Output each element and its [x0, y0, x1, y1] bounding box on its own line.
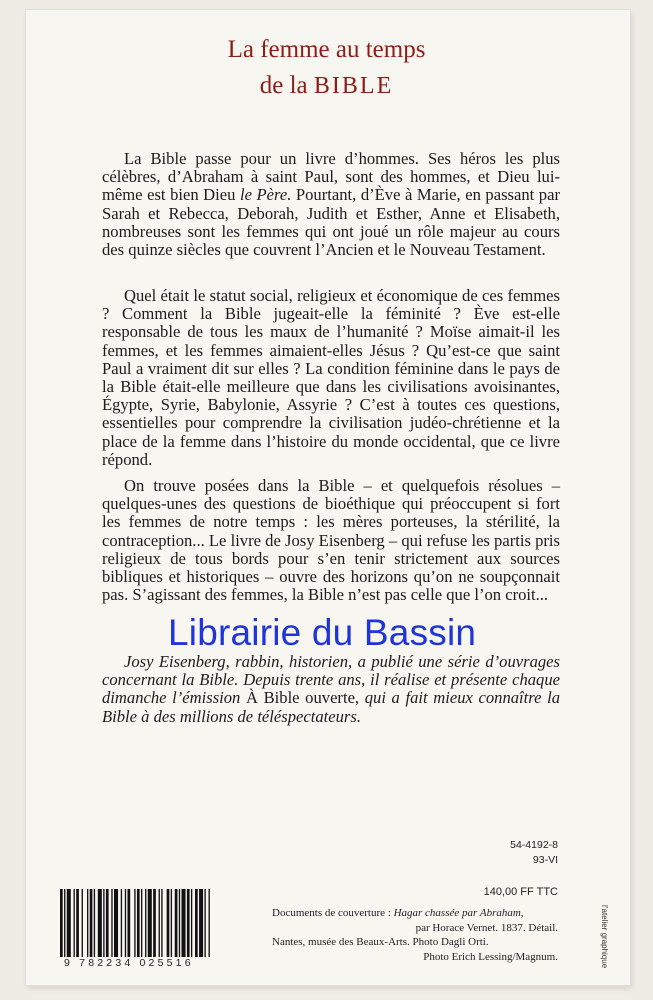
p1-text-b: Pourtant, d’Ève à Marie, en passant par Sarah et Rebecca, Deborah, Judith et Esther, Anne et Elisabeth, nombreuses sont les femmes qui ont joué un rôle majeur au cours des quinze siècles que couvrent l’Ancien et le Nouveau Testament.: [102, 185, 560, 260]
barcode-bar: [111, 889, 112, 957]
bookstore-watermark: Librairie du Bassin: [168, 612, 477, 653]
barcode-bar: [145, 889, 146, 957]
barcode-bar: [187, 889, 190, 957]
barcode-number: 9 782234 025516: [64, 957, 194, 969]
credits-prefix: Documents de couverture :: [272, 907, 394, 919]
edition-code: 93-VI: [532, 854, 558, 866]
bio-text-c: qui a fait mieux connaître la Bible à des millions de téléspectateurs.: [102, 688, 560, 726]
barcode-graphic: [58, 889, 270, 957]
barcode-bar: [60, 889, 63, 957]
credits-line-1: [272, 906, 558, 921]
barcode-bar: [82, 889, 83, 957]
barcode-bar: [209, 889, 210, 957]
p1-text-a: La Bible passe pour un livre d’hommes. Ses héros les plus célèbres, d’Abraham à saint Paul, sont des hommes, et Dieu lui-même est bien Dieu: [102, 149, 560, 205]
title-bible-word: BIBLE: [313, 73, 394, 99]
barcode-bar: [191, 889, 192, 957]
barcode-bar: [153, 889, 156, 957]
bio-text-a: Josy Eisenberg, rabbin, historien, a publié une série d’ouvrages concernant la Bible. Depuis trente ans, il réalise et présente chaque dimanche l’émission: [102, 652, 560, 708]
barcode-bar: [128, 889, 131, 957]
book-title-line-2: [0, 70, 653, 102]
barcode-bar: [171, 889, 172, 957]
p2-text: Quel était le statut social, religieux et économique de ces femmes ? Comment la Bible jugeait-elle la féminité ? Ève est-elle responsable de tous les maux de l’humanité ? Moïse aimait-il les femmes, et les femmes aimaient-elles Jésus ? Qu’est-ce que saint Paul a vraiment dit sur elles ? La condition féminine dans le pays de la Bible était-elle meilleure que dans les civilisations avoisinantes, Égypte, Syrie, Babylonie, Assyrie ? C’est à toutes ces questions, essentielles pour comprendre la civilisation judéo-chrétienne et la place de la femme dans l’histoire du monde occidental, que ce livre répond.: [102, 286, 560, 469]
p1-emphasis: le Père.: [239, 185, 292, 205]
barcode-bar: [159, 889, 160, 957]
credits-line-2: par Horace Vernet. 1837. Détail.: [415, 921, 558, 934]
atelier-graphique-credit: l’atelier graphique: [600, 905, 609, 969]
barcode-bar: [74, 889, 75, 957]
barcode-bar: [67, 889, 71, 957]
blurb-paragraph-2: [102, 287, 560, 469]
barcode-bar: [204, 889, 205, 957]
barcode-bar: [161, 889, 162, 957]
title-text-1: La femme au temps: [227, 36, 426, 63]
barcode-bar: [114, 889, 118, 957]
barcode-bar: [199, 889, 203, 957]
author-bio: [102, 653, 560, 726]
barcode-bar: [87, 889, 88, 957]
barcode-bar: [106, 889, 109, 957]
barcode-bar: [90, 889, 93, 957]
barcode-bar: [182, 889, 186, 957]
p3-text: On trouve posées dans la Bible – et quelquefois résolues – quelques-unes des questions de bioéthique qui préoccupent si fort les femmes de notre temps : les mères porteuses, la stérilité, la contraception... Le livre de Josy Eisenberg – qui refuse les partis pris religieux de tous bords pour s’en tenir strictement aux sources bibliques et historiques – ouvre des horizons qu’on ne soupçonnait pas. S’agissant des femmes, la Bible n’est pas celle que l’on croit...: [102, 476, 560, 605]
blurb-paragraph-3: [102, 477, 560, 604]
barcode-bar: [125, 889, 126, 957]
bio-show-title: À Bible ouverte,: [245, 688, 360, 708]
barcode-bar: [94, 889, 95, 957]
isbn-code: 54-4192-8: [510, 839, 558, 851]
barcode-bar: [134, 889, 135, 957]
blurb-paragraph-1: [102, 150, 560, 259]
barcode-bar: [175, 889, 178, 957]
credits-artwork-title: Hagar chassée par Abraham,: [393, 907, 524, 919]
book-title-line-1: [0, 34, 653, 65]
barcode-bar: [64, 889, 65, 957]
barcode-bar: [76, 889, 79, 957]
barcode-bar: [167, 889, 170, 957]
barcode-bar: [103, 889, 104, 957]
barcode-bar: [137, 889, 140, 957]
barcode-bar: [179, 889, 180, 957]
barcode-bar: [148, 889, 152, 957]
cover-credits: [272, 906, 558, 964]
barcode-bar: [121, 889, 122, 957]
barcode-bar: [141, 889, 142, 957]
title-prefix: de la: [259, 72, 308, 99]
credits-line-3: Nantes, musée des Beaux-Arts. Photo Dagli Orti.: [272, 936, 489, 949]
credits-line-4: Photo Erich Lessing/Magnum.: [423, 950, 558, 963]
price-label: 140,00 FF TTC: [483, 886, 558, 898]
barcode-bar: [98, 889, 102, 957]
barcode-bar: [195, 889, 198, 957]
